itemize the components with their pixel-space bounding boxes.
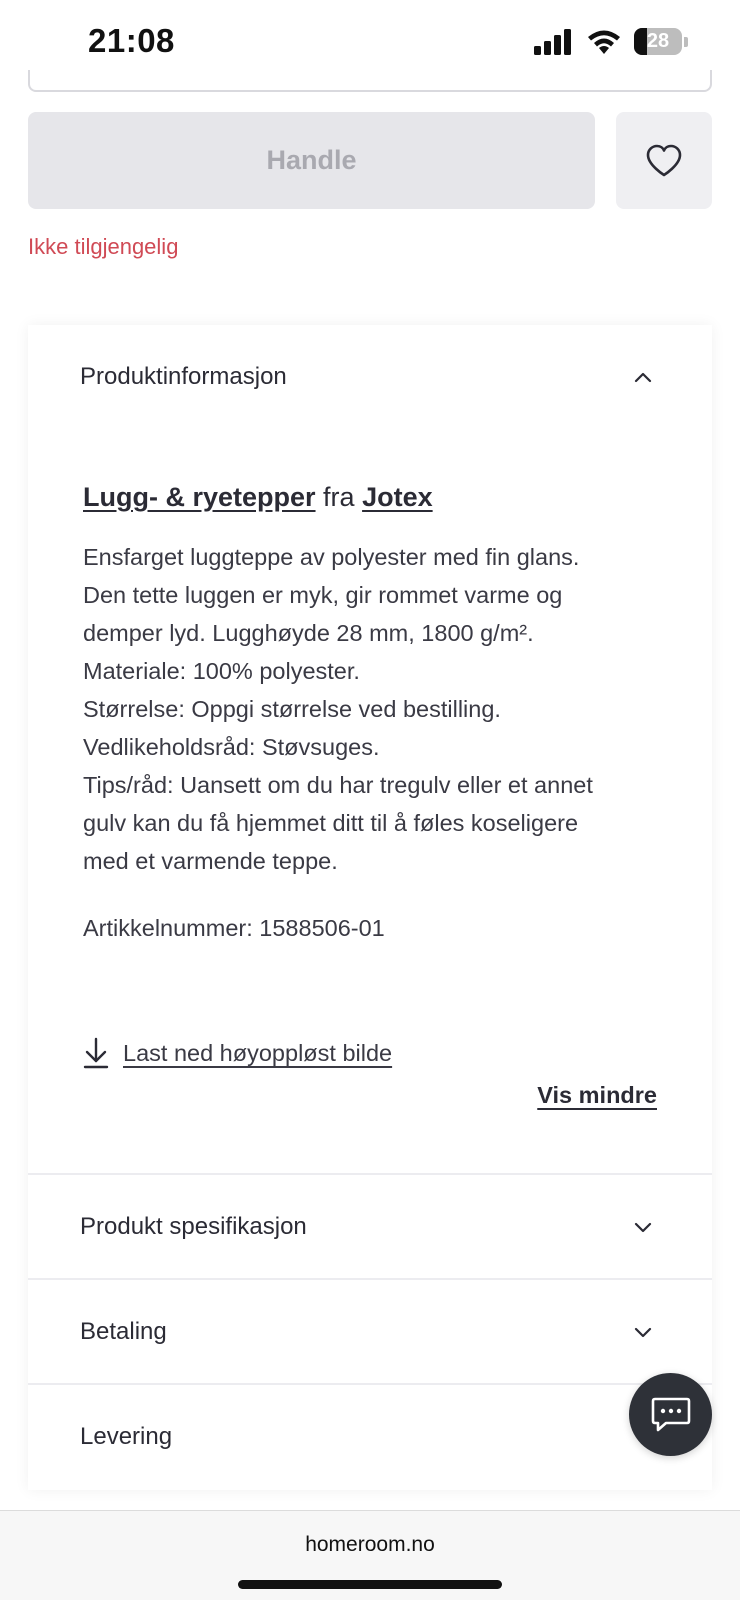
- download-label[interactable]: Last ned høyoppløst bilde: [123, 1039, 393, 1066]
- browser-bottom-bar: [0, 1510, 740, 1600]
- accordion-header-payment[interactable]: [28, 1280, 712, 1384]
- availability-status: Ikke tilgjengelig: [28, 234, 179, 259]
- battery-indicator: [634, 28, 688, 55]
- status-icons: [534, 28, 688, 55]
- chat-button[interactable]: [629, 1373, 712, 1456]
- accordion-title: Levering: [80, 1423, 173, 1450]
- from-word: fra: [323, 482, 355, 512]
- description-line: Ensfarget luggteppe av polyester med fin glans.: [83, 544, 580, 570]
- signal-icon: [534, 29, 574, 55]
- description-line: Vedlikeholdsråd: Støvsuges.: [83, 734, 380, 760]
- heart-icon: [645, 144, 683, 178]
- description-line: Materiale: 100% polyester.: [83, 658, 360, 684]
- product-description: [83, 538, 663, 880]
- description-line: Tips/råd: Uansett om du har tregulv eller et annet: [83, 772, 593, 798]
- buy-button[interactable]: Handle: [28, 112, 595, 209]
- description-line: Størrelse: Oppgi størrelse ved bestilling.: [83, 696, 501, 722]
- address-bar-url[interactable]: homeroom.no: [305, 1533, 435, 1556]
- status-time: 21:08: [88, 22, 175, 59]
- battery-percent: 28: [646, 30, 670, 52]
- description-line: Den tette luggen er myk, gir rommet varme og: [83, 582, 563, 608]
- show-less-button[interactable]: Vis mindre: [537, 1082, 657, 1108]
- home-indicator[interactable]: [238, 1580, 502, 1589]
- wishlist-button[interactable]: [616, 112, 712, 209]
- accordion-header-delivery[interactable]: [28, 1385, 712, 1489]
- category-link[interactable]: Lugg- & ryetepper: [83, 482, 316, 512]
- product-accordion: [28, 325, 712, 1490]
- previous-field-edge: [28, 70, 712, 92]
- chat-icon: [650, 1395, 692, 1435]
- accordion-header-specification[interactable]: [28, 1175, 712, 1279]
- wifi-icon: [586, 29, 622, 55]
- chevron-up-icon: [634, 371, 652, 383]
- description-line: demper lyd. Lugghøyde 28 mm, 1800 g/m².: [83, 620, 534, 646]
- chevron-down-icon: [634, 1326, 652, 1338]
- accordion-title: Betaling: [80, 1318, 167, 1345]
- accordion-header-product-info[interactable]: [28, 325, 712, 429]
- battery-cap: [684, 37, 688, 47]
- download-image-link[interactable]: [83, 1037, 392, 1069]
- brand-link[interactable]: Jotex: [362, 482, 433, 512]
- description-line: gulv kan du få hjemmet ditt til å føles koseligere: [83, 810, 579, 836]
- battery-icon: [634, 28, 682, 55]
- article-number: Artikkelnummer: 1588506-01: [83, 915, 385, 941]
- accordion-title: Produktinformasjon: [80, 363, 287, 390]
- download-icon: [83, 1037, 109, 1069]
- brand-line: [83, 482, 433, 513]
- battery-fill: [634, 28, 647, 55]
- description-line: med et varmende teppe.: [83, 848, 338, 874]
- accordion-title: Produkt spesifikasjon: [80, 1213, 307, 1240]
- chevron-down-icon: [634, 1221, 652, 1233]
